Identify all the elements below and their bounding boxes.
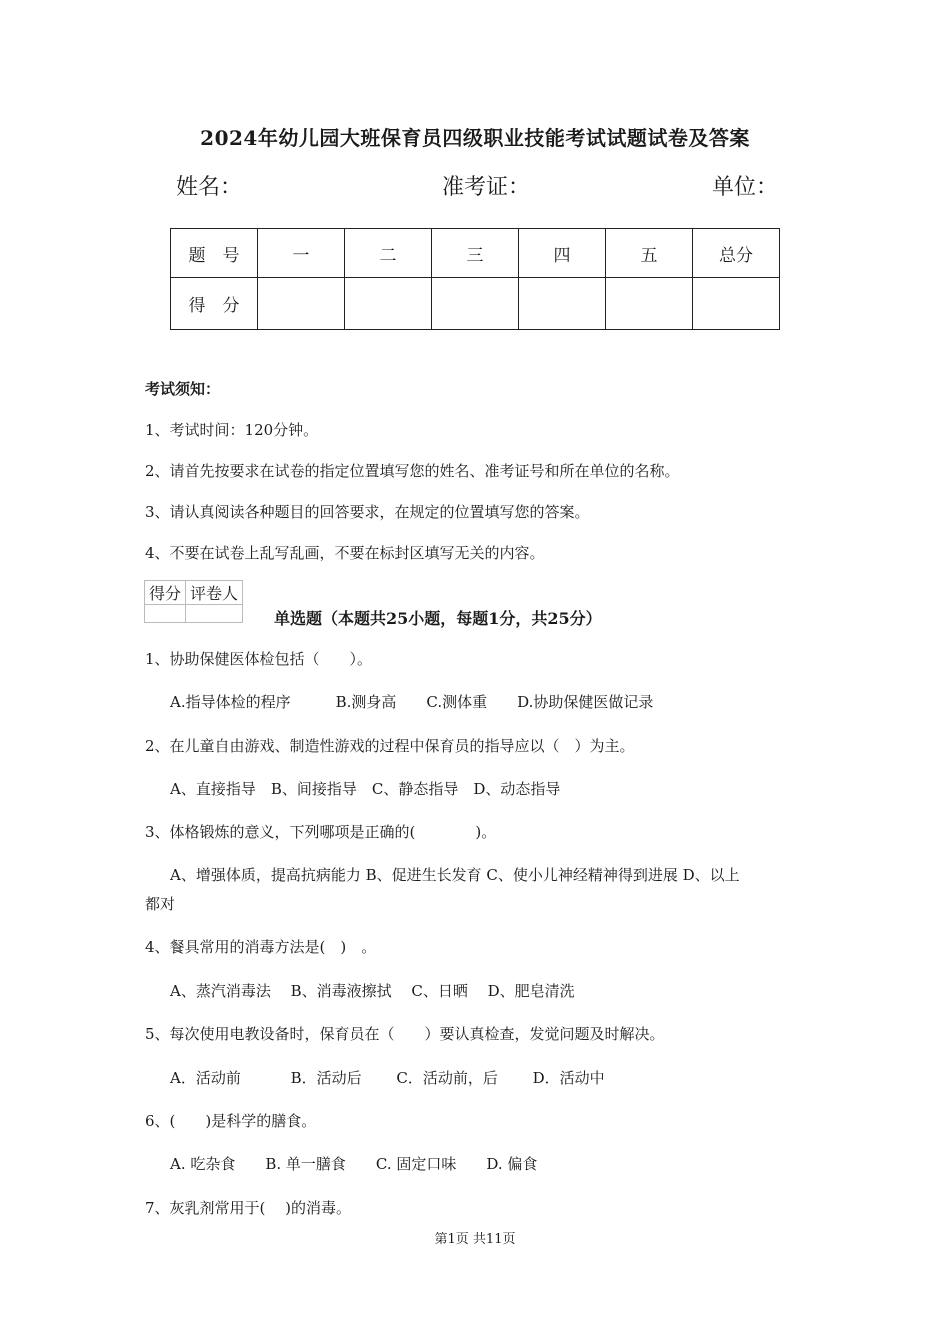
question-options: A、增强体质，提高抗病能力 B、促进生长发育 C、使小儿神经精神得到进展 D、以上 [170,866,740,884]
question-text: 3、体格锻炼的意义，下列哪项是正确的( )。 [145,823,497,841]
question-text: 7、灰乳剂常用于( )的消毒。 [145,1199,352,1217]
score-input-cell[interactable] [432,278,519,330]
page-footer: 第1页 共11页 [434,1232,516,1247]
notice-item: 3、请认真阅读各种题目的回答要求，在规定的位置填写您的答案。 [145,503,590,521]
grader-box [144,580,243,623]
question-options-continued: 都对 [145,895,176,913]
question-text: 6、( )是科学的膳食。 [145,1112,317,1130]
score-table [170,228,780,330]
question-options: A.指导体检的程序 B.测身高 C.测体重 D.协助保健医做记录 [170,693,654,711]
name-label: 姓名： [176,175,243,200]
notice-heading: 考试须知： [145,380,221,398]
score-input-cell[interactable] [345,278,432,330]
score-table-cell: 总分 [693,229,780,278]
question-text: 1、协助保健医体检包括（ ）。 [145,650,373,668]
question-options: A．活动前 B．活动后 C．活动前，后 D．活动中 [170,1069,605,1087]
question-options: A、直接指导 B、间接指导 C、静态指导 D、动态指导 [170,780,561,798]
unit-label: 单位： [712,175,779,200]
score-table-cell: 二 [345,229,432,278]
question-text: 5、每次使用电教设备时，保育员在（ ）要认真检查，发觉问题及时解决。 [145,1025,665,1043]
question-options: A、蒸汽消毒法 B、消毒液擦拭 C、日晒 D、肥皂清洗 [170,982,575,1000]
score-table-cell: 四 [519,229,606,278]
question-text: 2、在儿童自由游戏、制造性游戏的过程中保育员的指导应以（ ）为主。 [145,737,635,755]
score-input-cell[interactable] [519,278,606,330]
score-input-cell[interactable] [258,278,345,330]
score-table-cell: 三 [432,229,519,278]
notice-item: 4、不要在试卷上乱写乱画，不要在标封区填写无关的内容。 [145,544,545,562]
score-table-cell: 五 [606,229,693,278]
grader-name-label: 评卷人 [186,581,243,605]
section-title: 单选题（本题共25小题，每题1分，共25分） [274,609,602,628]
score-table-cell: 一 [258,229,345,278]
grader-score-label: 得分 [145,581,186,605]
exam-title: 2024年幼儿园大班保育员四级职业技能考试试题试卷及答案 [200,126,750,150]
score-table-cell: 题 号 [171,229,258,278]
question-text: 4、餐具常用的消毒方法是( ) 。 [145,938,377,956]
score-input-cell[interactable] [606,278,693,330]
score-table-header-row [171,229,780,278]
notice-item: 2、请首先按要求在试卷的指定位置填写您的姓名、准考证号和所在单位的名称。 [145,462,680,480]
question-options: A. 吃杂食 B. 单一膳食 C. 固定口味 D. 偏食 [170,1155,538,1173]
score-table-score-row [171,278,780,330]
notice-item: 1、考试时间：120分钟。 [145,421,319,439]
grader-score-cell[interactable] [145,605,186,623]
exam-id-label: 准考证： [442,175,531,200]
score-input-cell[interactable] [693,278,780,330]
grader-name-cell[interactable] [186,605,243,623]
score-row-label: 得 分 [171,278,258,330]
